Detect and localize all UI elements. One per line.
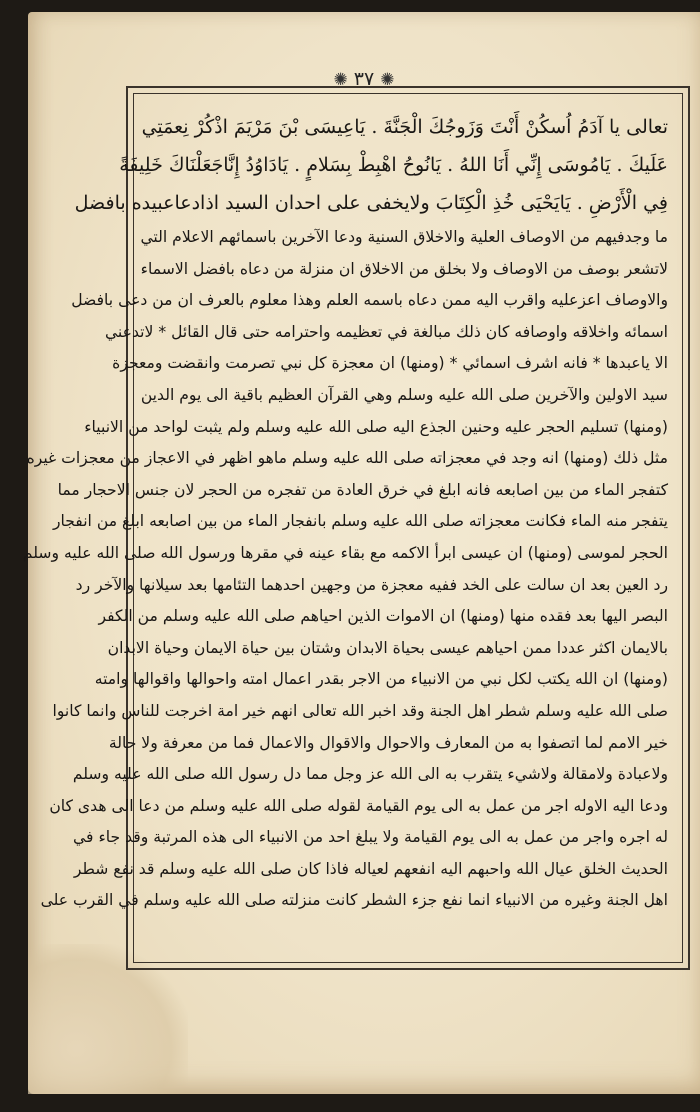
text-line: اهل الجنة وغيره من الانبياء انما نفع جزء الشطر كانت منزلته صلى الله عليه وسلم في القرب على xyxy=(40,891,668,910)
text-block xyxy=(22,108,668,917)
text-line: كتفجر الماء من بين اصابعه فانه ابلغ في خرق العادة من تفجره من الحجر لان جنس الاحجار مما xyxy=(57,480,668,499)
text-line: اسمائه واخلاقه واوصافه كان ذلك مبالغة في تعظيمه واحترامه حتى قال القائل * لاتدعني xyxy=(104,322,668,341)
book-page xyxy=(22,12,700,1094)
text-line: يتفجر منه الماء فكانت معجزاته صلى الله عليه وسلم بانفجار الماء من بين اصابعه ابلغ من انفجار xyxy=(52,512,668,531)
text-frame-inner xyxy=(22,93,683,963)
text-line: سيد الاولين والآخرين صلى الله عليه وسلم وهي القرآن العظيم باقية الى يوم الدين xyxy=(140,385,668,404)
page-number: ٣٧ xyxy=(353,68,375,90)
text-line: (ومنها) ان الله يكتب لكل نبي من الانبياء من الاجر بقدر اعمال امته واحوالها واقوالها وامته xyxy=(94,670,668,689)
text-line: بالايمان اكثر عددا ممن احياهم عيسى بحياة الابدان وشتان بين حياة الايمان وحياة الابدان xyxy=(107,638,668,657)
text-line: رد العين بعد ان سالت على الخد ففيه معجزة من وجهين احدهما التئامها بعد سيلانها والآخر رد xyxy=(75,575,668,594)
text-line: ولاعبادة ولامقالة ولاشيء يتقرب به الى الله عز وجل مما دل رسول الله صلى الله عليه وسلم xyxy=(72,765,668,784)
text-line: ودعا اليه الاوله اجر من عمل به الى يوم القيامة لقوله صلى الله عليه وسلم من دعا الى هدى كان xyxy=(49,796,668,815)
ornament-left-icon: ✺ xyxy=(333,70,348,90)
text-line: مثل ذلك (ومنها) انه وجد في معجزاته صلى الله عليه وسلم ماهو اظهر في الاعجاز من معجزات غيره xyxy=(26,449,668,468)
text-line: فِي الْأَرْضِ . يَايَحْيَى خُذِ الْكِتَابَ ولايخفى على احدان السيد اذادعاعبيده بافضل xyxy=(74,192,668,214)
text-line: صلى الله عليه وسلم شطر اهل الجنة وقد اخبر الله تعالى انهم خير امة اخرجت للناس وانما كانوا xyxy=(52,701,668,720)
text-line: الحديث الخلق عيال الله واحبهم اليه انفعهم لعياله فاذا كان صلى الله عليه وسلم قد نفع شطر xyxy=(73,859,668,878)
text-line: الا ياعبدها * فانه اشرف اسمائي * (ومنها) ان معجزة كل نبي تصرمت وانقضت ومعجزة xyxy=(112,354,668,373)
text-frame-outer xyxy=(22,86,690,970)
text-line: له اجره واجر من عمل به الى يوم القيامة ولا يبلغ احد من الانبياء الى هذه المرتبة وقد جاء في xyxy=(73,828,668,847)
text-line: البصر اليها بعد فقده منها (ومنها) ان الاموات الذين احياهم صلى الله عليه وسلم من الكفر xyxy=(98,607,668,626)
text-line: خير الامم لما اتصفوا به من المعارف والاحوال والاقوال والاعمال فما من معرفة ولا حالة xyxy=(108,733,668,752)
text-line: لاتشعر بوصف من الاوصاف ولا بخلق من الاخلاق ان منزلة من دعاه بافضل الاسماء xyxy=(140,259,668,278)
text-line: عَلَيكَ . يَامُوسَى إِنِّي أَنَا اللهُ . يَانُوحُ اهْبِطْ بِسَلامٍ . يَادَاوُدُ إِنَّاجَعَلْنَاكَ خَلِيفَةً xyxy=(119,154,668,176)
text-line: والاوصاف اعزعليه واقرب اليه ممن دعاه باسمه العلم وهذا معلوم بالعرف ان من دعى بافضل xyxy=(71,291,668,310)
ornament-right-icon: ✺ xyxy=(380,70,395,90)
text-line: ما وجدفيهم من الاوصاف العلية والاخلاق السنية ودعا الآخرين باسمائهم الاعلام التي xyxy=(140,228,668,246)
text-line: تعالى يا آدَمُ اُسكُنْ أَنْتَ وَزَوجُكَ الْجَنَّةَ . يَاعِيسَى بْنَ مَرْيَمَ اذْكُرْ نِعمَتِي xyxy=(141,116,668,138)
text-line: (ومنها) تسليم الحجر عليه وحنين الجذع اليه صلى الله عليه وسلم ولم يثبت لواحد من الانبياء xyxy=(84,417,668,436)
text-line: الحجر لموسى (ومنها) ان عيسى ابرأ الاكمه مع بقاء عينه في مقرها ورسول الله صلى الله عليه وسلم xyxy=(22,543,668,562)
